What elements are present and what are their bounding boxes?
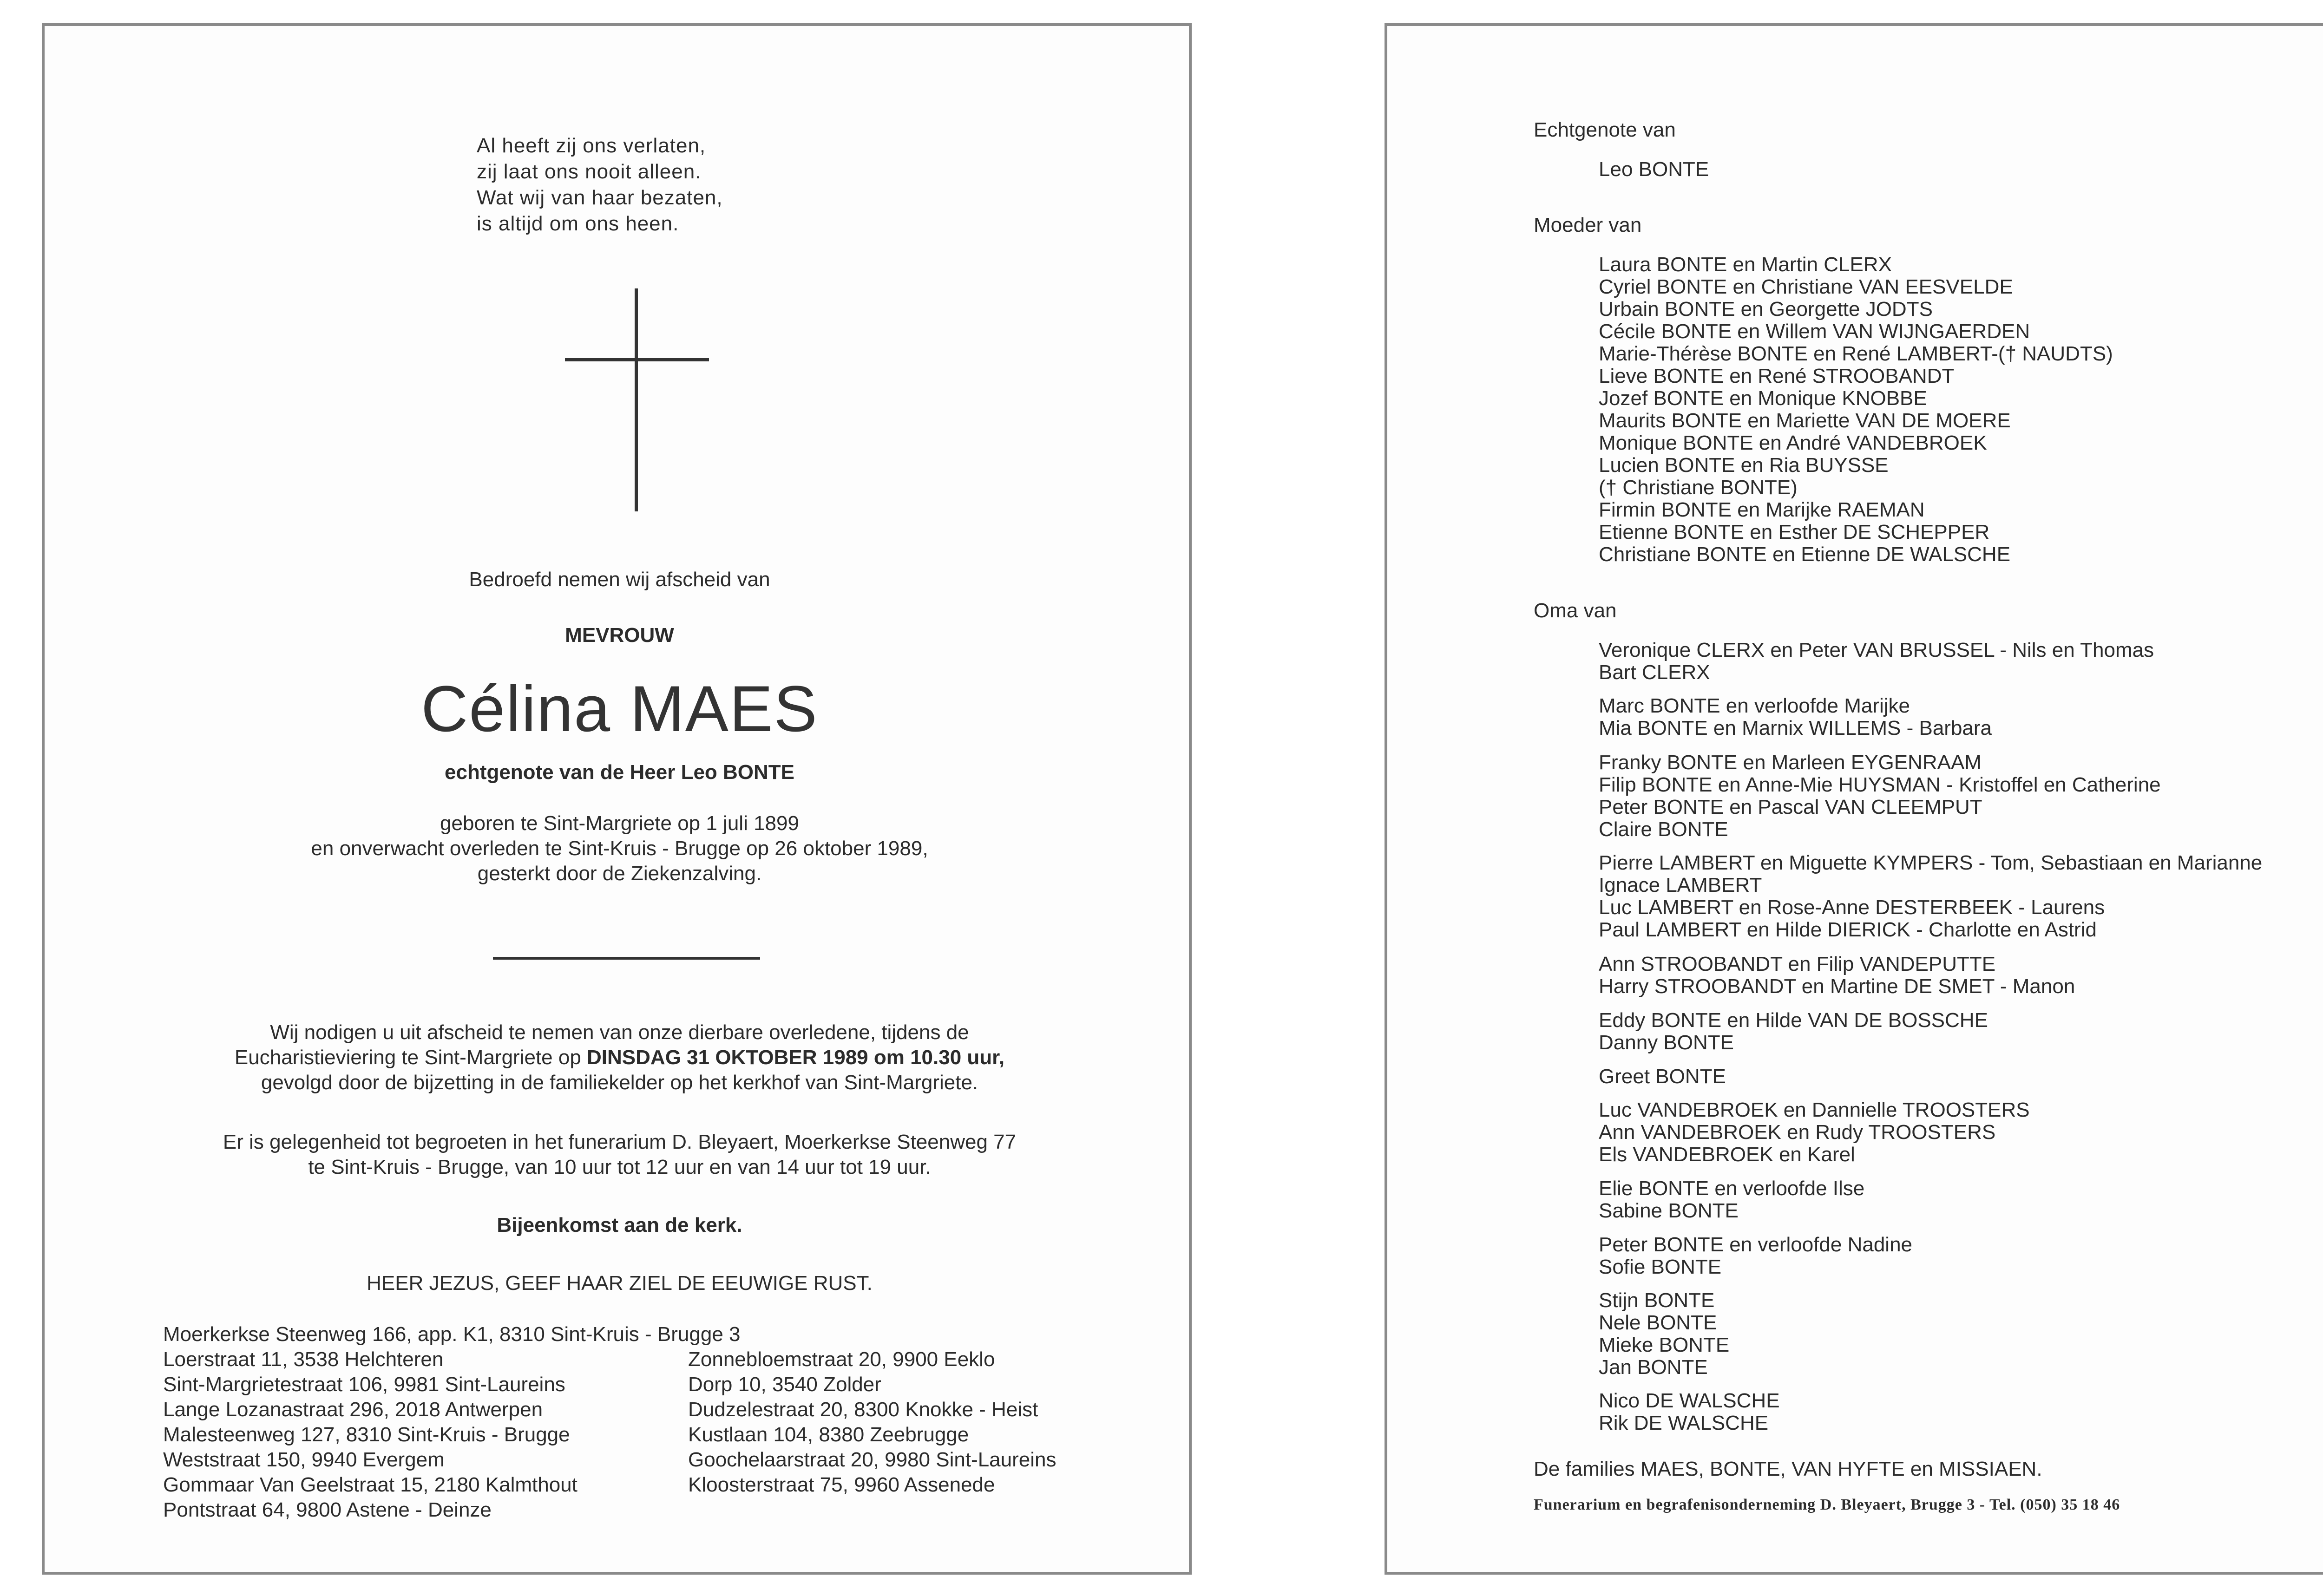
spouse-label: Echtgenote van (1534, 118, 1676, 141)
spouse-name: Leo BONTE (1599, 158, 1709, 181)
birth-line: geboren te Sint-Margriete op 1 juli 1899 (440, 812, 799, 835)
child-line: Christiane BONTE en Etienne DE WALSCHE (1599, 543, 2011, 566)
grandchild-line: Luc LAMBERT en Rose-Anne DESTERBEEK - Laurens (1599, 896, 2105, 919)
invite-line-2 (45, 1045, 1194, 1070)
grandchild-line: Bart CLERX (1599, 661, 1710, 684)
salutation: MEVROUW (565, 624, 674, 647)
invite-date: DINSDAG 31 OKTOBER 1989 om 10.30 uur, (587, 1046, 1005, 1069)
grandchild-line: Eddy BONTE en Hilde VAN DE BOSSCHE (1599, 1009, 1988, 1032)
grandchild-line: Sabine BONTE (1599, 1199, 1739, 1222)
child-line: Marie-Thérèse BONTE en René LAMBERT-(† NAUDTS) (1599, 342, 2113, 365)
grandchild-line: Marc BONTE en verloofde Marijke (1599, 694, 1910, 717)
address: Gommaar Van Geelstraat 15, 2180 Kalmthout (163, 1473, 577, 1496)
invite-line-1: Wij nodigen u uit afscheid te nemen van onze dierbare overledene, tijdens de (270, 1021, 969, 1044)
prayer-line: HEER JEZUS, GEEF HAAR ZIEL DE EEUWIGE RUST. (367, 1272, 873, 1295)
child-line: († Christiane BONTE) (1599, 476, 1798, 499)
address: Dudzelestraat 20, 8300 Knokke - Heist (688, 1398, 1038, 1421)
grandchild-line: Greet BONTE (1599, 1065, 1726, 1088)
child-line: Laura BONTE en Martin CLERX (1599, 253, 1892, 276)
grandchild-line: Elie BONTE en verloofde Ilse (1599, 1177, 1865, 1200)
poem (477, 133, 848, 237)
address: Goochelaarstraat 20, 9980 Sint-Laureins (688, 1448, 1057, 1471)
deceased-name: Célina MAES (421, 672, 818, 745)
meeting-line: Bijeenkomst aan de kerk. (497, 1214, 742, 1236)
address: Loerstraat 11, 3538 Helchteren (163, 1348, 444, 1371)
visit-line-2: te Sint-Kruis - Brugge, van 10 uur tot 12 uur en van 14 uur tot 19 uur. (308, 1156, 931, 1178)
grandchild-line: Nico DE WALSCHE (1599, 1389, 1780, 1412)
invite-line-2a: Eucharistieviering te Sint-Margriete op (234, 1046, 587, 1069)
grandchild-line: Danny BONTE (1599, 1031, 1734, 1054)
grandchild-line: Els VANDEBROEK en Karel (1599, 1143, 1855, 1166)
grandchild-line: Peter BONTE en verloofde Nadine (1599, 1233, 1913, 1256)
families-line: De families MAES, BONTE, VAN HYFTE en MISSIAEN. (1534, 1458, 2042, 1480)
divider-rule (493, 957, 760, 960)
grandchild-line: Claire BONTE (1599, 818, 1728, 841)
grandchild-line: Sofie BONTE (1599, 1256, 1722, 1278)
grandchild-line: Filip BONTE en Anne-Mie HUYSMAN - Kristoffel en Catherine (1599, 773, 2161, 796)
address: Weststraat 150, 9940 Evergem (163, 1448, 445, 1471)
oma-label: Oma van (1534, 599, 1617, 622)
grandchild-line: Nele BONTE (1599, 1311, 1717, 1334)
address: Moerkerkse Steenweg 166, app. K1, 8310 Sint-Kruis - Brugge 3 (163, 1323, 741, 1346)
child-line: Etienne BONTE en Esther DE SCHEPPER (1599, 521, 1990, 543)
sacrament-line: gesterkt door de Ziekenzalving. (477, 862, 762, 885)
grandchild-line: Ann VANDEBROEK en Rudy TROOSTERS (1599, 1121, 1996, 1144)
child-line: Urbain BONTE en Georgette JODTS (1599, 298, 1933, 321)
grandchild-line: Luc VANDEBROEK en Dannielle TROOSTERS (1599, 1099, 2030, 1121)
grandchild-line: Mia BONTE en Marnix WILLEMS - Barbara (1599, 717, 1992, 739)
address: Kustlaan 104, 8380 Zeebrugge (688, 1423, 969, 1446)
poem-line: is altijd om ons heen. (477, 212, 679, 235)
grandchild-line: Stijn BONTE (1599, 1289, 1715, 1312)
grandchild-line: Ignace LAMBERT (1599, 874, 1762, 896)
funeral-home-line: Funerarium en begrafenisonderneming D. Bleyaert, Brugge 3 - Tel. (050) 35 18 46 (1534, 1496, 2120, 1513)
grandchild-line: Harry STROOBANDT en Martine DE SMET - Manon (1599, 975, 2075, 998)
visit-line-1: Er is gelegenheid tot begroeten in het funerarium D. Bleyaert, Moerkerkse Steenweg 77 (223, 1131, 1017, 1153)
grandchild-line: Ann STROOBANDT en Filip VANDEPUTTE (1599, 953, 1996, 975)
intro-text: Bedroefd nemen wij afscheid van (469, 568, 770, 591)
spouse-line: echtgenote van de Heer Leo BONTE (444, 761, 795, 784)
grandchild-line: Mieke BONTE (1599, 1334, 1730, 1356)
address: Malesteenweg 127, 8310 Sint-Kruis - Brugge (163, 1423, 570, 1446)
grandchild-line: Rik DE WALSCHE (1599, 1412, 1769, 1434)
address: Sint-Margrietestraat 106, 9981 Sint-Laureins (163, 1373, 565, 1396)
mother-label: Moeder van (1534, 214, 1642, 236)
left-card (42, 23, 1192, 1575)
poem-line: Al heeft zij ons verlaten, (477, 134, 706, 157)
child-line: Maurits BONTE en Mariette VAN DE MOERE (1599, 409, 2011, 432)
invite-line-3: gevolgd door de bijzetting in de familiekelder op het kerkhof van Sint-Margriete. (261, 1071, 978, 1094)
child-line: Monique BONTE en André VANDEBROEK (1599, 432, 1987, 454)
right-card (1385, 23, 2323, 1575)
grandchild-line: Paul LAMBERT en Hilde DIERICK - Charlotte en Astrid (1599, 918, 2097, 941)
address: Zonnebloemstraat 20, 9900 Eeklo (688, 1348, 995, 1371)
grandchild-line: Peter BONTE en Pascal VAN CLEEMPUT (1599, 796, 1982, 818)
grandchild-line: Veronique CLERX en Peter VAN BRUSSEL - Nils en Thomas (1599, 639, 2154, 661)
child-line: Cécile BONTE en Willem VAN WIJNGAERDEN (1599, 320, 2030, 343)
child-line: Firmin BONTE en Marijke RAEMAN (1599, 498, 1925, 521)
poem-line: zij laat ons nooit alleen. (477, 160, 702, 183)
death-line: en onverwacht overleden te Sint-Kruis - Brugge op 26 oktober 1989, (311, 837, 928, 860)
address: Kloosterstraat 75, 9960 Assenede (688, 1473, 995, 1496)
child-line: Lieve BONTE en René STROOBANDT (1599, 365, 1955, 387)
address: Dorp 10, 3540 Zolder (688, 1373, 881, 1396)
grandchild-line: Pierre LAMBERT en Miguette KYMPERS - Tom, Sebastiaan en Marianne (1599, 851, 2263, 874)
child-line: Cyriel BONTE en Christiane VAN EESVELDE (1599, 275, 2013, 298)
grandchild-line: Franky BONTE en Marleen EYGENRAAM (1599, 751, 1982, 774)
child-line: Jozef BONTE en Monique KNOBBE (1599, 387, 1927, 410)
child-line: Lucien BONTE en Ria BUYSSE (1599, 454, 1889, 477)
poem-line: Wat wij van haar bezaten, (477, 186, 723, 209)
address: Lange Lozanastraat 296, 2018 Antwerpen (163, 1398, 543, 1421)
grandchild-line: Jan BONTE (1599, 1356, 1708, 1379)
address: Pontstraat 64, 9800 Astene - Deinze (163, 1498, 492, 1521)
cross-icon (635, 288, 638, 511)
cross-icon-bar (565, 358, 709, 361)
